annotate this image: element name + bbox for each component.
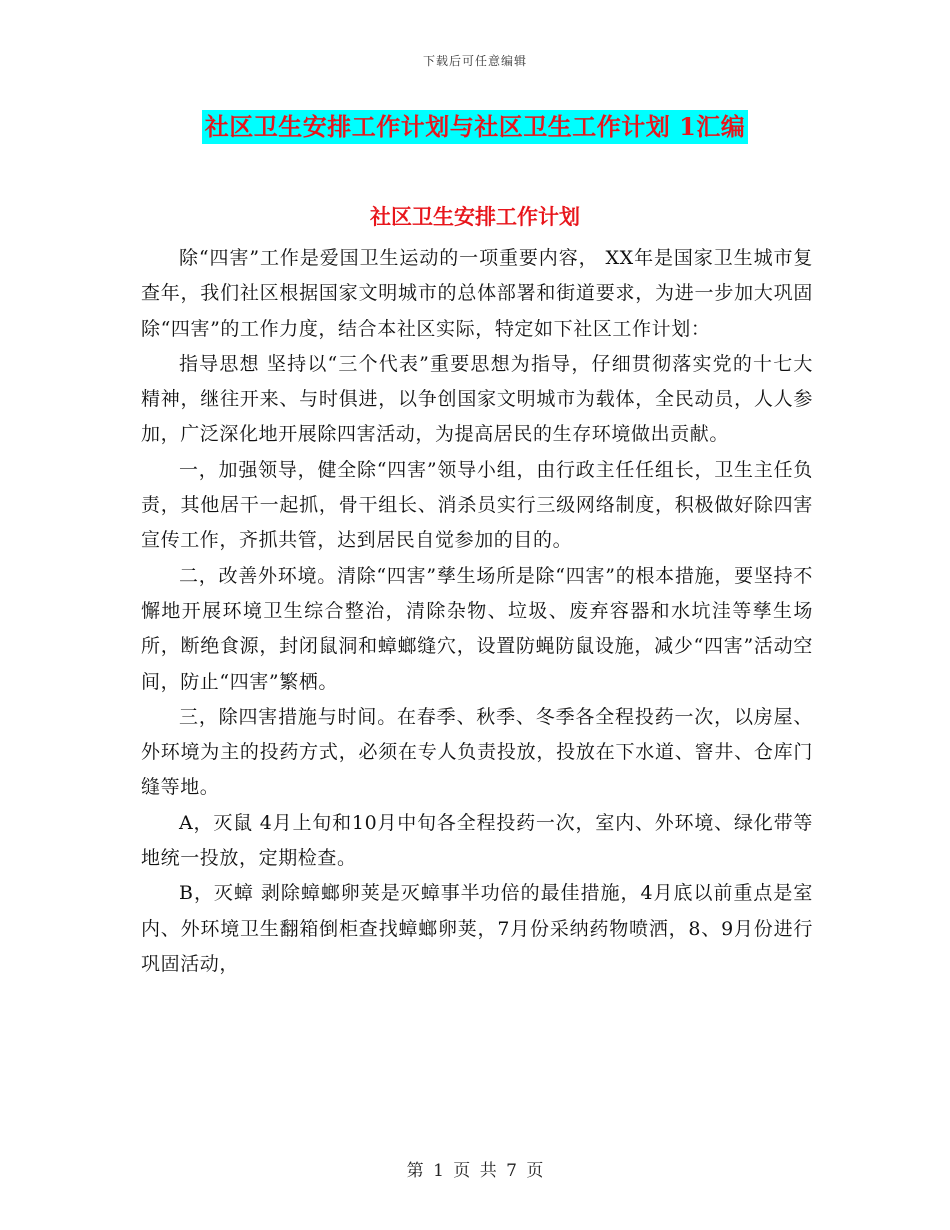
paragraph-rat-control: A，灭鼠 4月上旬和10月中旬各全程投药一次，室内、外环境、绿化带等地统一投放，定期检查。: [141, 811, 813, 870]
page-number-footer: 第 1 页 共 7 页: [406, 1161, 544, 1181]
paragraph-environment: 二，改善外环境。清除“四害”孳生场所是除“四害”的根本措施，要坚持不懈地开展环境卫生综合整治，清除杂物、垃圾、废弃容器和水坑洼等孳生场所，断绝食源，封闭鼠洞和蟑螂缝穴，设置防蝇防鼠设施，减少“四害”活动空间，防止“四害”繁栖。: [141, 564, 813, 693]
document-body: [141, 241, 813, 982]
document-title-container: [0, 110, 950, 144]
section-title: 社区卫生安排工作计划: [370, 204, 580, 229]
page-header-note: 下载后可任意编辑: [422, 54, 527, 68]
document-title: 社区卫生安排工作计划与社区卫生工作计划 1汇编: [202, 110, 749, 144]
paragraph-measures: 三，除四害措施与时间。在春季、秋季、冬季各全程投药一次，以房屋、外环境为主的投药方式，必须在专人负责投放，投放在下水道、窨井、仓库门缝等地。: [141, 705, 813, 799]
paragraph-intro: 除“四害”工作是爱国卫生运动的一项重要内容， XX年是国家卫生城市复查年，我们社区根据国家文明城市的总体部署和街道要求，为进一步加大巩固除“四害”的工作力度，结合本社区实际，特定如下社区工作计划：: [141, 247, 813, 340]
paragraph-cockroach-control: B，灭蟑 剥除蟑螂卵荚是灭蟑事半功倍的最佳措施，4月底以前重点是室内、外环境卫生翻箱倒柜查找蟑螂卵荚，7月份采纳药物喷洒，8、9月份进行巩固活动，: [141, 882, 813, 975]
paragraph-leadership: 一，加强领导，健全除“四害”领导小组，由行政主任任组长，卫生主任负责，其他居干一起抓，骨干组长、消杀员实行三级网络制度，积极做好除四害宣传工作，齐抓共管，达到居民自觉参加的目的。: [141, 458, 813, 552]
paragraph-guiding-thought: 指导思想 坚持以“三个代表”重要思想为指导，仔细贯彻落实党的十七大精神，继往开来、与时俱进，以争创国家文明城市为载体，全民动员，人人参加，广泛深化地开展除四害活动，为提高居民的生存环境做出贡献。: [141, 352, 813, 446]
